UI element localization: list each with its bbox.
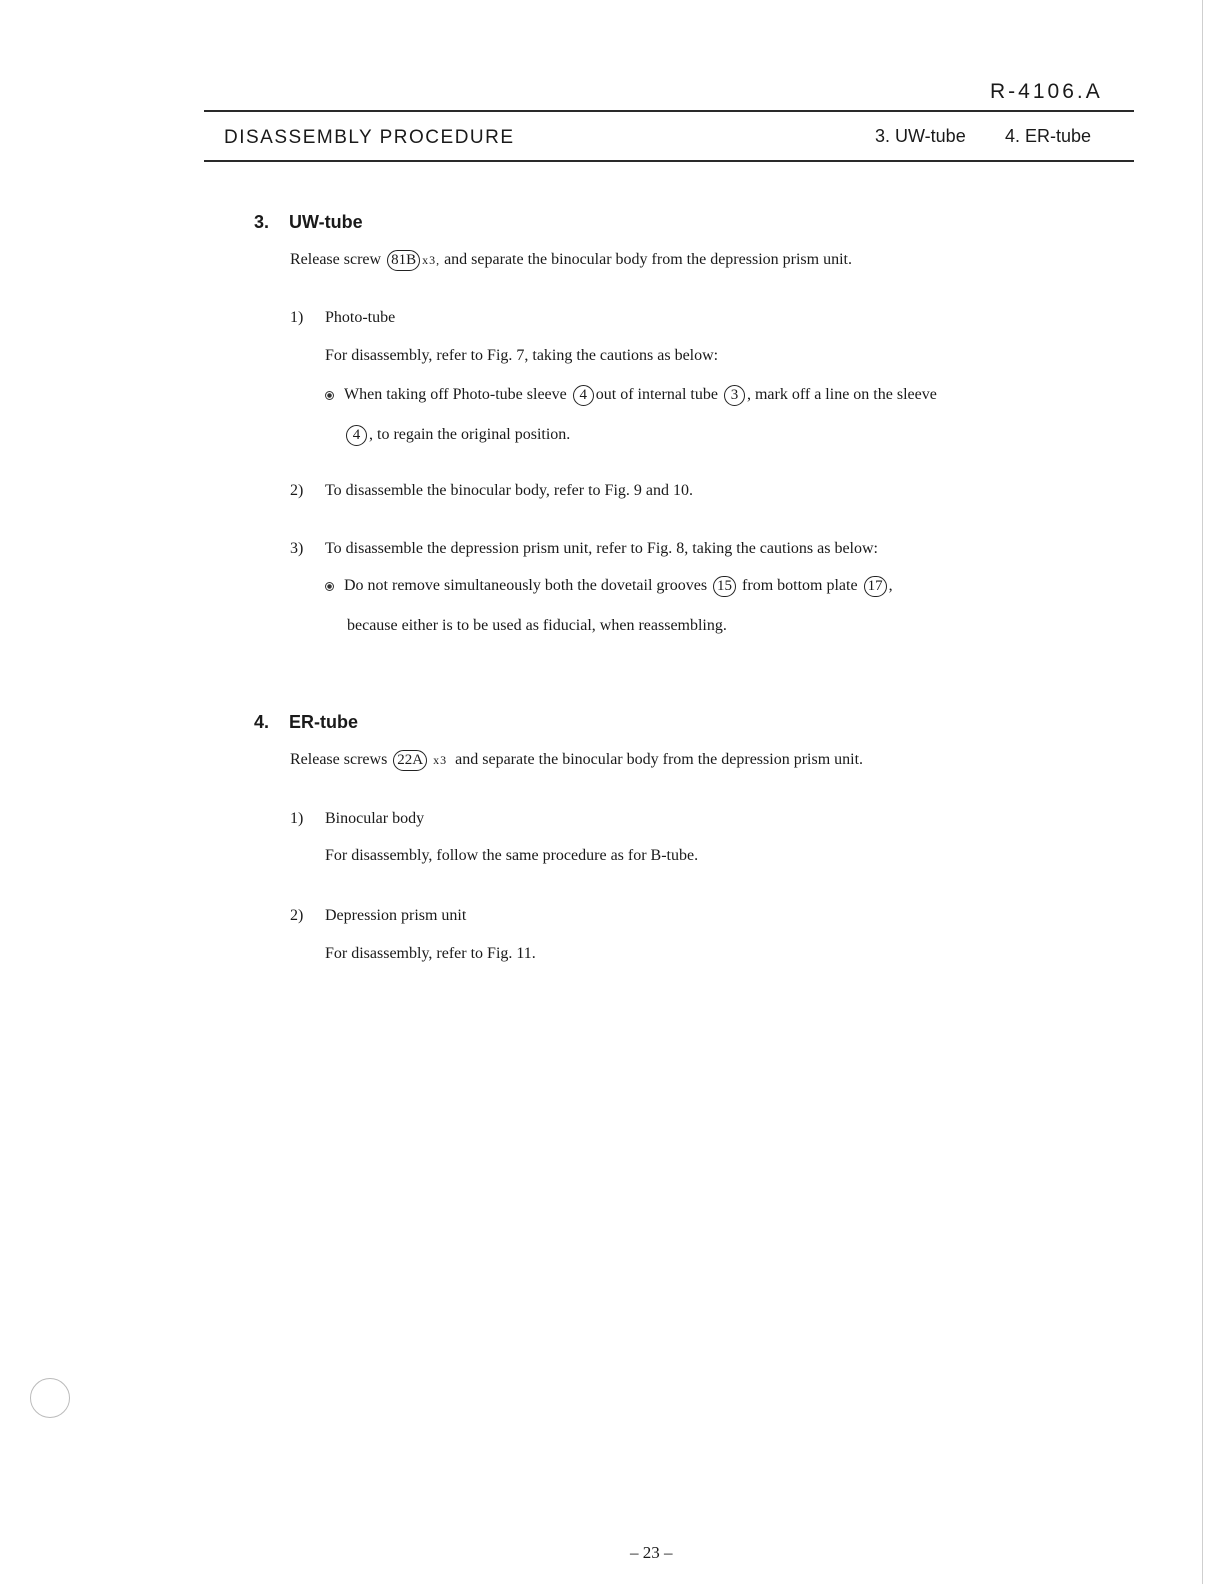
caution-text-b: from bottom plate xyxy=(742,577,858,595)
section-3-item-1-title-line xyxy=(290,309,395,327)
section-4-title: ER-tube xyxy=(289,712,358,732)
section-3-item-3-caution-line-2: because either is to be used as fiducial, when reassembling. xyxy=(347,617,727,634)
section-3-item-2 xyxy=(290,482,693,500)
section-3-item-3-number: 3) xyxy=(290,540,304,557)
caution-text-a: When taking off Photo-tube sleeve xyxy=(344,386,567,404)
part-ref-4: 4 xyxy=(346,425,367,446)
caution-text-a: Do not remove simultaneously both the dovetail grooves xyxy=(344,577,708,595)
section-3-item-3-caution xyxy=(325,576,893,597)
caution-text-b: out of internal tube xyxy=(595,386,718,404)
header-rule-bottom xyxy=(204,160,1134,162)
part-ref-4: 4 xyxy=(573,385,594,406)
document-number: R-4106.A xyxy=(990,80,1103,103)
section-4-intro-pre: Release screws xyxy=(290,751,388,769)
section-4-heading xyxy=(254,712,358,733)
section-4-intro-post: and separate the binocular body from the depression prism unit. xyxy=(455,751,864,769)
section-3-intro-pre: Release screw xyxy=(290,251,382,269)
section-4-item-2-number: 2) xyxy=(290,907,304,924)
section-3-item-1-caution xyxy=(325,385,937,406)
section-4-item-1-text: For disassembly, follow the same procedure as for B-tube. xyxy=(325,847,699,864)
header-title: DISASSEMBLY PROCEDURE xyxy=(224,127,515,148)
section-3-item-1-title: Photo-tube xyxy=(325,309,396,326)
section-3-number: 3. xyxy=(254,212,270,232)
bullet-icon xyxy=(325,582,334,591)
section-4-intro xyxy=(290,750,863,771)
caution-text-c: , mark off a line on the sleeve xyxy=(746,386,937,404)
header-section-ref-1: 3. UW-tube xyxy=(875,126,966,146)
bullet-icon xyxy=(325,391,334,400)
page-number: – 23 – xyxy=(630,1543,673,1562)
section-3-item-3 xyxy=(290,540,878,558)
section-3-item-1-text: For disassembly, refer to Fig. 7, taking the cautions as below: xyxy=(325,347,719,364)
section-3-item-1-caution-line-2 xyxy=(344,425,570,446)
caution-text-d: , to regain the original position. xyxy=(369,426,571,444)
header-rule-top xyxy=(204,110,1134,112)
caution-text-c: , xyxy=(888,577,893,595)
part-ref-17: 17 xyxy=(864,576,887,597)
page-edge-line xyxy=(1202,0,1203,1584)
section-3-item-2-number: 2) xyxy=(290,482,304,499)
section-3-item-2-text: To disassemble the binocular body, refer to Fig. 9 and 10. xyxy=(325,482,693,499)
section-4-item-2-title: Depression prism unit xyxy=(325,907,467,924)
part-ref-15: 15 xyxy=(713,576,736,597)
header-section-ref-2: 4. ER-tube xyxy=(1005,126,1092,146)
section-4-number: 4. xyxy=(254,712,270,732)
section-3-intro xyxy=(290,250,852,271)
section-3-item-1-number: 1) xyxy=(290,309,304,326)
section-4-item-1-title-line xyxy=(290,810,424,828)
section-3-title: UW-tube xyxy=(289,212,363,232)
part-ref-81b: 81B xyxy=(387,250,420,271)
section-4-item-1-title: Binocular body xyxy=(325,810,425,827)
section-3-item-3-text: To disassemble the depression prism unit, refer to Fig. 8, taking the cautions as below: xyxy=(325,540,878,557)
section-4-item-1-number: 1) xyxy=(290,810,304,827)
quantity-x3: x3, xyxy=(422,253,441,268)
section-4-item-2-text: For disassembly, refer to Fig. 11. xyxy=(325,945,536,962)
section-3-intro-post: and separate the binocular body from the depression prism unit. xyxy=(444,251,852,269)
quantity-x3: x3 xyxy=(433,753,448,768)
part-ref-3: 3 xyxy=(724,385,745,406)
section-3-heading xyxy=(254,212,363,233)
part-ref-22a: 22A xyxy=(393,750,427,771)
section-4-item-2-title-line xyxy=(290,907,466,925)
scan-ring-mark xyxy=(30,1378,70,1418)
